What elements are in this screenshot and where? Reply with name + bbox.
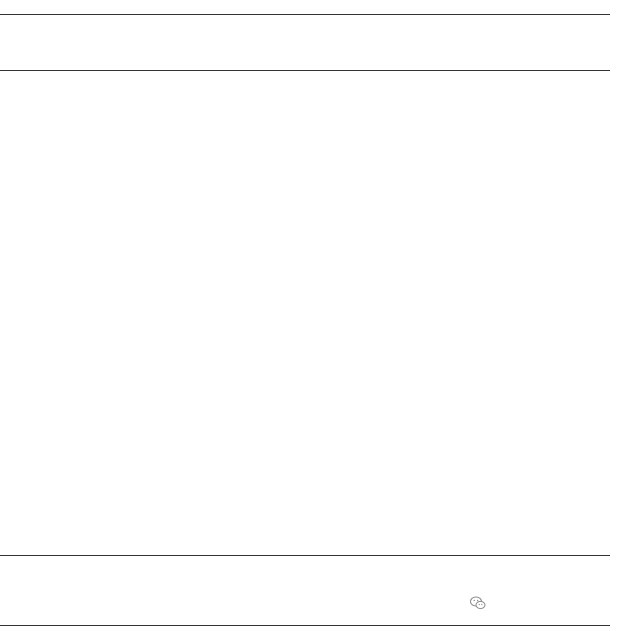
top-rule xyxy=(0,14,610,15)
stats-rule xyxy=(0,555,610,556)
bottom-rule xyxy=(0,625,610,626)
header-rule xyxy=(0,70,610,71)
wechat-icon xyxy=(470,596,486,610)
watermark xyxy=(470,596,490,610)
table-header xyxy=(0,24,623,64)
